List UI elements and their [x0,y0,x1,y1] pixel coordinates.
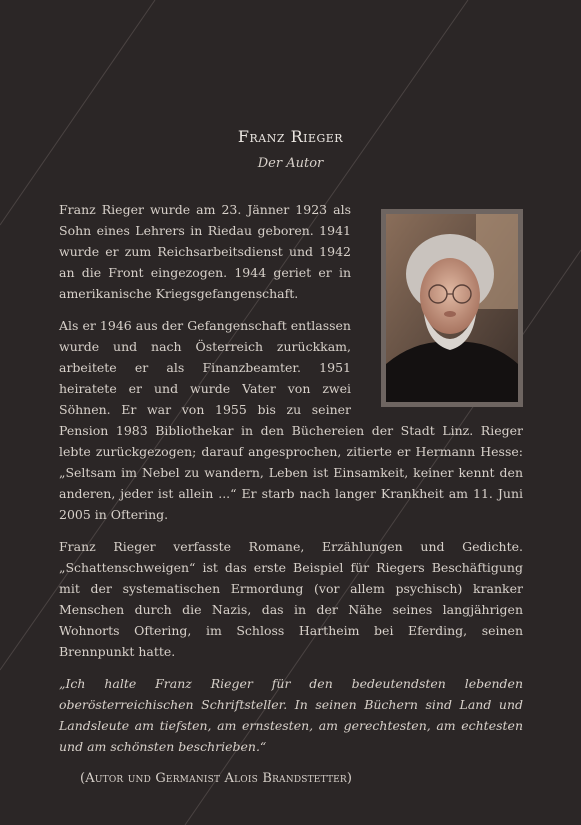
biography-paragraph-3: Franz Rieger verfasste Romane, Erzählungen und Gedichte. „Schattenschweigen“ ist das erste Beispiel für Riegers Beschäftigung mit der systematischen Ermordung (vor allem psychisch) kranker Menschen durch die Nazis, das in der Nähe seines langjährigen Wohnorts Oftering, im Schloss Hartheim bei Eferding, seinen Brennpunkt hatte. [59,539,523,659]
page-title: Franz Rieger [237,127,344,146]
quote-attribution: (Autor und Germanist Alois Brandstetter) [80,771,353,786]
page-subtitle: Der Autor [257,156,324,171]
biography-paragraph-1: Franz Rieger wurde am 23. Jänner 1923 als Sohn eines Lehrers in Riedau geboren. 1941 wurde er zum Reichsarbeitsdienst und 1942 an die Front eingezogen. 1944 geriet er in amerikanische Kriegsgefangenschaft. [59,202,351,301]
author-quote: „Ich halte Franz Rieger für den bedeutendsten lebenden oberösterreichischen Schriftsteller. In seinen Büchern sind Land und Landsleute am tiefsten, am ernstesten, am gerechtesten, am echtesten und am schönsten beschrieben.“ [59,676,523,754]
author-portrait [381,209,523,407]
portrait-photo-icon [386,214,518,402]
author-biography [59,199,523,800]
biography-paragraph-2: Als er 1946 aus der Gefangenschaft entlassen wurde und nach Österreich zurückkam, arbeitete er als Finanzbeamter. 1951 heiratete er und wurde Vater von zwei Söhnen. Er war von 1955 bis zu seiner Pension 1983 Bibliothekar in den Büchereien der Stadt Linz. Rieger lebte zurückgezogen; darauf angesprochen, zitierte er Hermann Hesse: „Seltsam im Nebel zu wandern, Leben ist Einsamkeit, keiner kennt den anderen, jeder ist allein ...“ Er starb nach langer Krankheit am 11. Juni 2005 in Oftering. [59,318,523,522]
